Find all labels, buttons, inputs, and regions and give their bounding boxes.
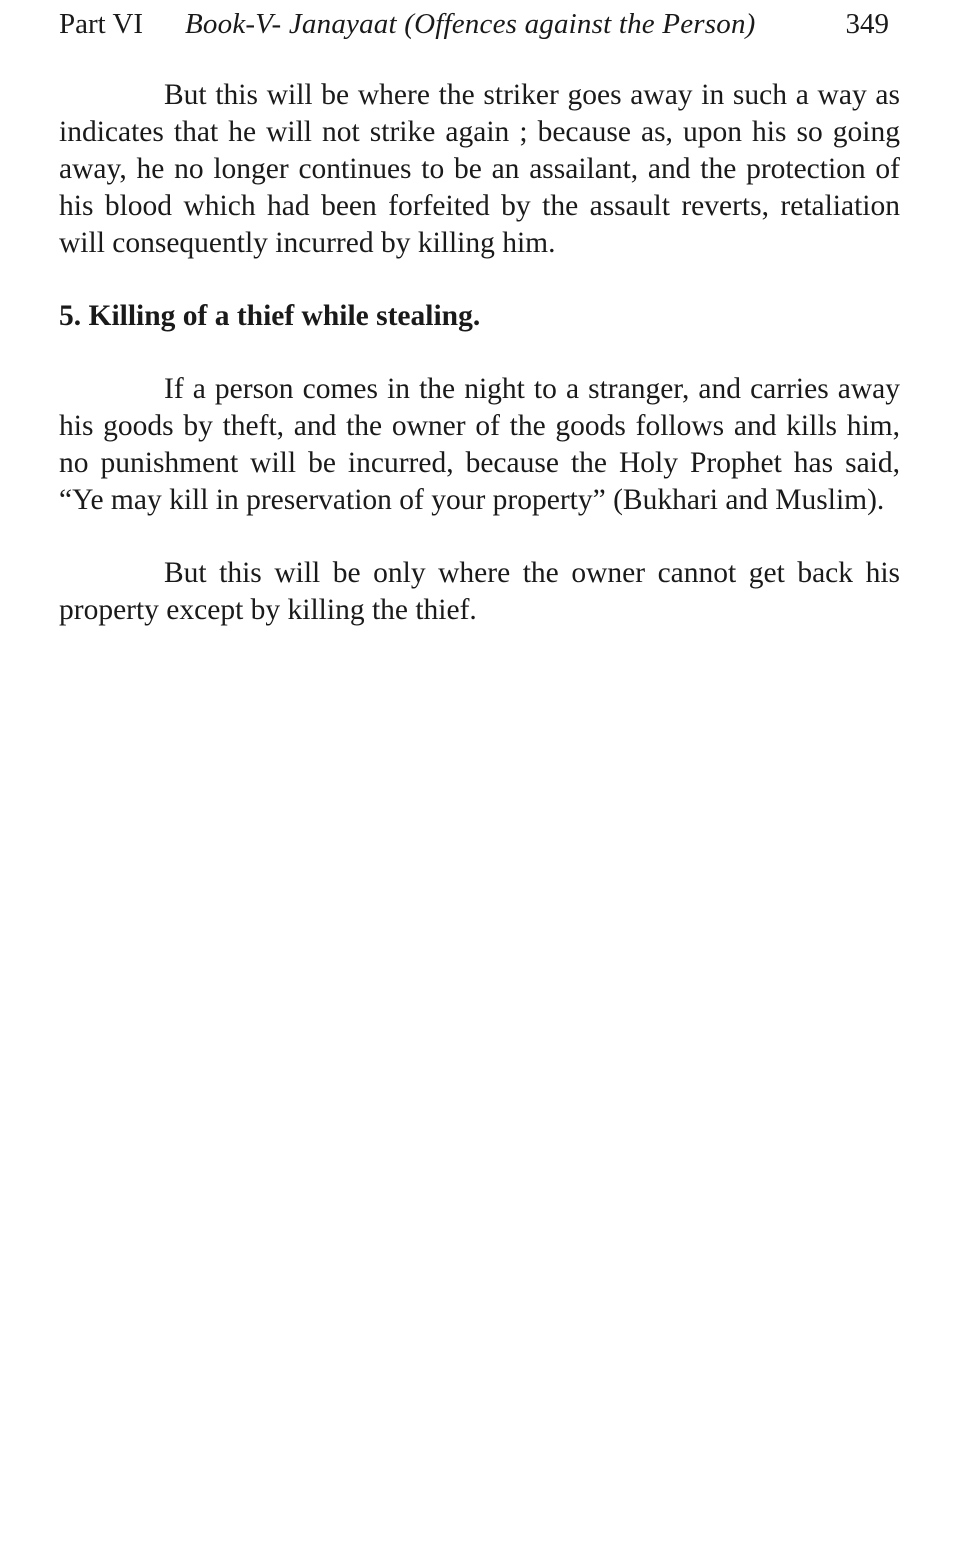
spacer xyxy=(59,519,900,555)
section-heading: 5. Killing of a thief while stealing. xyxy=(59,300,481,332)
page-number: 349 xyxy=(845,8,889,40)
page-body xyxy=(59,77,900,629)
spacer xyxy=(59,262,900,298)
running-header xyxy=(59,6,889,42)
part-label: Part VI xyxy=(59,8,144,40)
spacer xyxy=(59,335,900,371)
paragraph: But this will be where the striker goes away in such a way as indicates that he will not strike again ; because as, upon his so going away, he no longer continues to be an assailant, and the protection of his blood which had been forfeited by the assault reverts, retaliation will consequently incurred by killing him. xyxy=(59,79,900,259)
paragraph: If a person comes in the night to a stranger, and carries away his goods by theft, and the owner of the goods follows and kills him, no punishment will be incurred, because the Holy Prophet has said, “Ye may kill in preservation of your property” (Bukhari and Muslim). xyxy=(59,373,900,516)
paragraph: But this will be only where the owner cannot get back his property except by killing the thief. xyxy=(59,557,900,626)
book-title: Book-V- Janayaat (Offences against the Person) xyxy=(185,8,756,40)
